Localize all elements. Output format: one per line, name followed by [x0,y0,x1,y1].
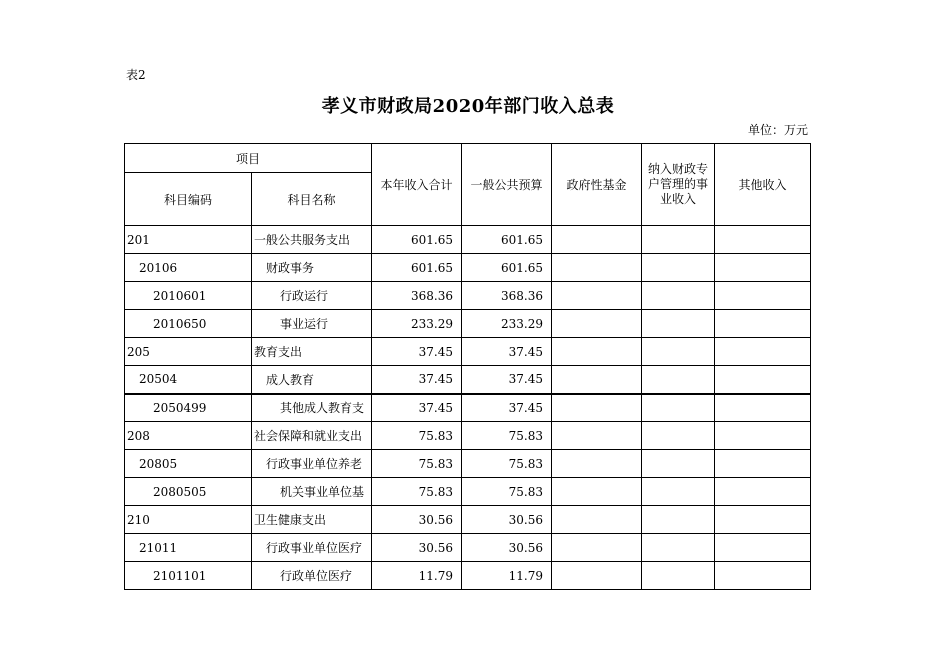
other-income-cell [715,254,811,282]
special-account-cell [642,422,715,450]
name-cell: 卫生健康支出 [252,506,372,534]
code-cell: 2010650 [125,310,252,338]
table-row [125,338,811,366]
table-body [125,144,811,590]
special-account-cell [642,366,715,394]
page-title: 孝义市财政局2020年部门收入总表 [321,96,615,117]
table-row [125,422,811,450]
table-row [125,282,811,310]
code-cell: 205 [125,338,252,366]
code-cell: 2080505 [125,478,252,506]
total-cell: 11.79 [372,562,462,590]
table-row [125,562,811,590]
total-cell: 37.45 [372,366,462,394]
special-account-cell [642,254,715,282]
special-account-cell [642,338,715,366]
other-income-cell [715,450,811,478]
table-row [125,254,811,282]
table-row [125,310,811,338]
gov-fund-cell [552,254,642,282]
total-cell: 75.83 [372,478,462,506]
other-income-cell [715,506,811,534]
header-total: 本年收入合计 [372,144,462,226]
total-cell: 368.36 [372,282,462,310]
total-cell: 233.29 [372,310,462,338]
table-row [125,506,811,534]
code-cell: 2101101 [125,562,252,590]
income-table [124,143,811,590]
header-row-1 [125,144,811,173]
gov-fund-cell [552,534,642,562]
other-income-cell [715,338,811,366]
name-cell: 行政运行 [252,282,372,310]
other-income-cell [715,422,811,450]
other-income-cell [715,562,811,590]
general-budget-cell: 75.83 [462,450,552,478]
special-account-cell [642,450,715,478]
special-account-cell [642,282,715,310]
other-income-cell [715,478,811,506]
general-budget-cell: 11.79 [462,562,552,590]
special-account-cell [642,562,715,590]
table-row [125,394,811,422]
general-budget-cell: 37.45 [462,338,552,366]
general-budget-cell: 368.36 [462,282,552,310]
general-budget-cell: 30.56 [462,534,552,562]
gov-fund-cell [552,450,642,478]
gov-fund-cell [552,422,642,450]
code-cell: 20805 [125,450,252,478]
name-cell: 其他成人教育支 [252,394,372,422]
special-account-cell [642,226,715,254]
general-budget-cell: 37.45 [462,366,552,394]
total-cell: 37.45 [372,394,462,422]
name-cell: 事业运行 [252,310,372,338]
gov-fund-cell [552,282,642,310]
other-income-cell [715,534,811,562]
special-account-cell [642,394,715,422]
name-cell: 财政事务 [252,254,372,282]
name-cell: 社会保障和就业支出 [252,422,372,450]
total-cell: 75.83 [372,422,462,450]
code-cell: 20106 [125,254,252,282]
header-other: 其他收入 [715,144,811,226]
general-budget-cell: 30.56 [462,506,552,534]
name-cell: 行政单位医疗 [252,562,372,590]
general-budget-cell: 75.83 [462,422,552,450]
other-income-cell [715,366,811,394]
name-cell: 教育支出 [252,338,372,366]
general-budget-cell: 601.65 [462,254,552,282]
table-row [125,534,811,562]
total-cell: 30.56 [372,534,462,562]
code-cell: 2010601 [125,282,252,310]
total-cell: 75.83 [372,450,462,478]
general-budget-cell: 601.65 [462,226,552,254]
gov-fund-cell [552,366,642,394]
gov-fund-cell [552,226,642,254]
code-cell: 21011 [125,534,252,562]
header-code: 科目编码 [125,173,252,226]
table-row [125,478,811,506]
header-gov-fund: 政府性基金 [552,144,642,226]
total-cell: 37.45 [372,338,462,366]
gov-fund-cell [552,562,642,590]
special-account-cell [642,310,715,338]
name-cell: 行政事业单位医疗 [252,534,372,562]
code-cell: 2050499 [125,394,252,422]
header-name: 科目名称 [252,173,372,226]
total-cell: 30.56 [372,506,462,534]
table-row [125,366,811,394]
name-cell: 机关事业单位基 [252,478,372,506]
gov-fund-cell [552,506,642,534]
name-cell: 行政事业单位养老 [252,450,372,478]
general-budget-cell: 233.29 [462,310,552,338]
gov-fund-cell [552,310,642,338]
header-project: 项目 [125,144,372,173]
general-budget-cell: 75.83 [462,478,552,506]
code-cell: 208 [125,422,252,450]
header-special-account: 纳入财政专户管理的事业收入 [642,144,715,226]
name-cell: 成人教育 [252,366,372,394]
other-income-cell [715,310,811,338]
table-row [125,226,811,254]
code-cell: 201 [125,226,252,254]
unit-label: 单位：万元 [747,123,808,137]
special-account-cell [642,534,715,562]
other-income-cell [715,394,811,422]
total-cell: 601.65 [372,254,462,282]
special-account-cell [642,478,715,506]
other-income-cell [715,282,811,310]
gov-fund-cell [552,394,642,422]
code-cell: 20504 [125,366,252,394]
gov-fund-cell [552,338,642,366]
other-income-cell [715,226,811,254]
name-cell: 一般公共服务支出 [252,226,372,254]
code-cell: 210 [125,506,252,534]
general-budget-cell: 37.45 [462,394,552,422]
table-label: 表2 [126,68,146,82]
table-row [125,450,811,478]
total-cell: 601.65 [372,226,462,254]
special-account-cell [642,506,715,534]
gov-fund-cell [552,478,642,506]
header-general-budget: 一般公共预算 [462,144,552,226]
